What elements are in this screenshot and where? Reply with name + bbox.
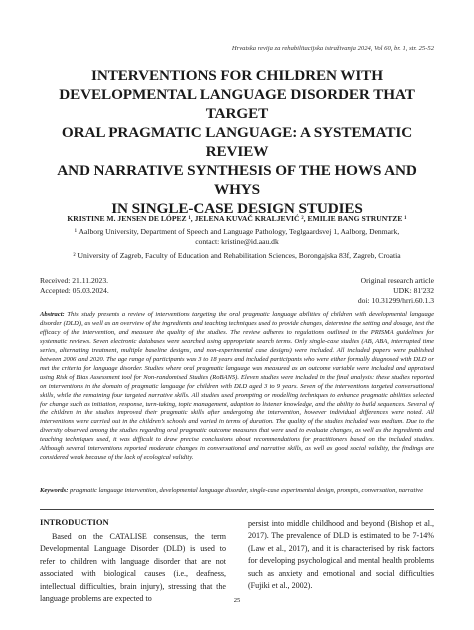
title-line: DEVELOPMENTAL LANGUAGE DISORDER THAT TARGET <box>59 86 415 122</box>
keywords-label: Keywords: <box>40 487 69 494</box>
abstract-label: Abstract: <box>40 311 65 318</box>
received-date: Received: 21.11.2023. <box>40 276 109 285</box>
title-line: IN SINGLE-CASE DESIGN STUDIES <box>111 200 363 217</box>
title-line: ORAL PRAGMATIC LANGUAGE: A SYSTEMATIC REVIEW <box>61 124 413 160</box>
abstract-text: This study presents a review of interventions targeting the oral pragmatic language abilities of children with developmental language disorder (DLD), as well as an overview of the ingredients and teaching techniques used to provide changes, determine the setting and dosage, test the efficacy of the intervention, and measure the quality of the studies. The review adheres to regulations outlined in the PRISMA guidelines for systematic reviews. Seven electronic databases were searched using appropriate search terms. Only single-case studies (AB, ABA, interrupted time series, alternating treatment, multiple baseline designs, and non-experimental case designs) were included. All included papers were published between 2006 and 2020. The age range of participants was 3 to 18 years and included participants who were either formally diagnosed with DLD or met the criteria for language disorder. Studies where oral pragmatic language was measured as an outcome variable were included and appraised using Risk of Bias Assessment tool for Non-randomised Studies (RoBANS). Eleven studies were included in the final analysis: these studies reported on interventions in the domain of pragmatic language for children with DLD aged 3 to 9 years. Seven of the interventions targeted conversational skills, while the remaining four targeted narrative skills. All studies used prompting or modelling techniques to enhance pragmatic abilities selected for change such as initiation, response, turn-taking, topic management, adaption to listener knowledge, and the ability to build sequences. Several of the children in the studies improved their pragmatic skills after undergoing the intervention, however individual differences were noted. All interventions were carried out in the children’s schools and varied in terms of duration. The quality of the studies included was medium. Due to the diversity observed among the studies regarding oral pragmatic outcome measures that were used to evaluate changes, as well as the ingredients and teaching techniques used, it was difficult to draw precise conclusions about recommendations for practitioners based on the included studies. Although several interventions reported moderate changes in conversational and narrative skills, as well as good social validity, the findings are considered weak because of the lack of ecological validity. <box>40 311 434 462</box>
affiliation-1-address: ¹ Aalborg University, Department of Speech and Language Pathology, Teglgaardsvej 1, Aalborg, Denmark, <box>74 227 400 236</box>
author-list: KRISTINE M. JENSEN DE LÓPEZ ¹, JELENA KUVAČ KRALJEVIĆ ², EMILIE BANG STRUNTZE ¹ <box>67 214 407 223</box>
title-line: AND NARRATIVE SYNTHESIS OF THE HOWS AND WHYS <box>57 162 417 198</box>
article-title <box>40 66 434 218</box>
affiliation-1-contact[interactable]: contact: kristine@id.aau.dk <box>195 237 279 246</box>
doi[interactable]: doi: 10.31299/hrri.60.1.3 <box>357 296 434 305</box>
article-info-block <box>358 276 434 306</box>
accepted-date: Accepted: 05.03.2024. <box>40 286 109 295</box>
journal-header: Hrvatska revija za rehabilitacijska istraživanja 2024, Vol 60, br. 1, str. 25-52 <box>231 45 434 52</box>
affiliation-2: ² University of Zagreb, Faculty of Education and Rehabilitation Sciences, Borongajska 83f, Zagreb, Croatia <box>73 251 401 260</box>
keywords-text: pragmatic language intervention, developmental language disorder, single-case experimental design, prompts, conversation, narrative <box>68 487 423 494</box>
keywords <box>40 487 434 496</box>
introduction-left-column: Based on the CATALISE consensus, the term Developmental Language Disorder (DLD) is used to refer to children with language disorder that are not associated with biological causes (i.e., deafness, intellectual difficulties, brain injury), stressing that the language problems are expected to <box>40 532 226 604</box>
section-divider <box>40 509 434 510</box>
abstract <box>40 311 434 463</box>
introduction-heading: INTRODUCTION <box>40 517 109 527</box>
udk-code: UDK: 81'232 <box>393 286 434 295</box>
title-line: INTERVENTIONS FOR CHILDREN WITH <box>91 67 383 84</box>
article-type: Original research article <box>360 276 434 285</box>
dates-block <box>40 276 109 296</box>
affiliation-1 <box>40 227 434 247</box>
introduction-right-column: persist into middle childhood and beyond (Bishop et al., 2017). The prevalence of DLD is estimated to be 7-14% (Law et al., 2017), and it is characterised by risk factors for developing psychological and mental health problems such as anxiety and emotional and social difficulties (Fujiki et al., 2002). <box>248 519 434 591</box>
page-number: 25 <box>233 597 241 604</box>
